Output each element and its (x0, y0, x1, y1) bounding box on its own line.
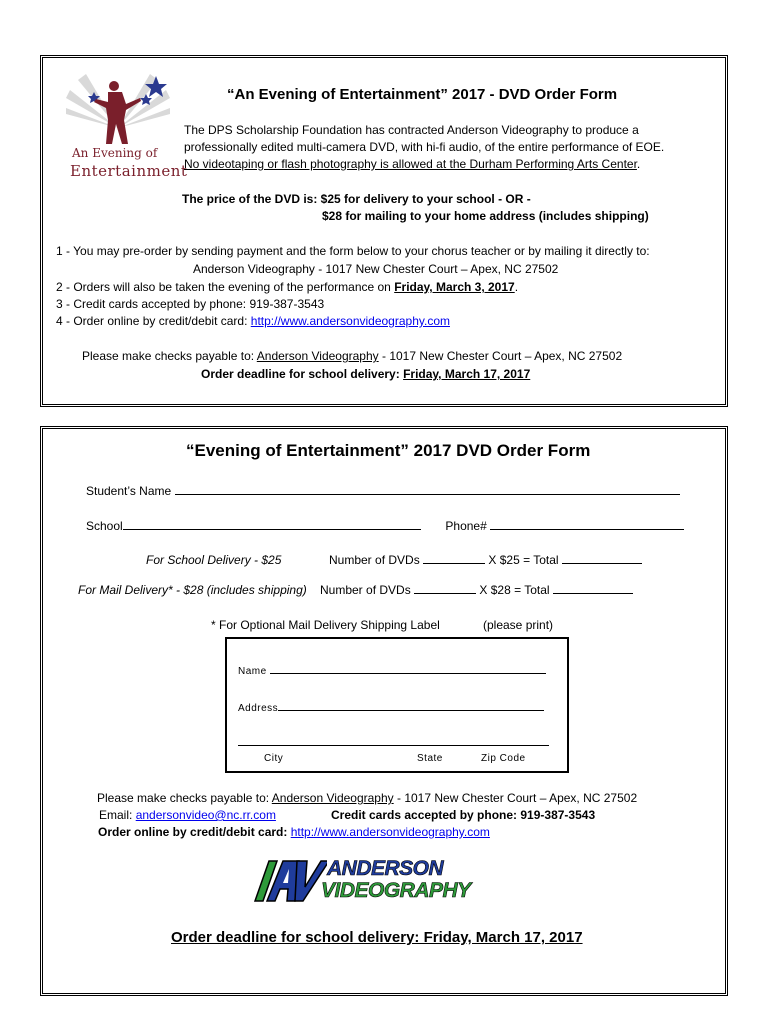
school-delivery-label: For School Delivery - $25 (146, 553, 282, 567)
logo-line2: Entertainment (70, 162, 188, 180)
mail-dvds-row: Number of DVDs X $28 = Total (320, 583, 633, 597)
performance-date: Friday, March 3, 2017 (394, 280, 515, 294)
ship-address-row: Address (238, 701, 544, 714)
student-name-row: Student’s Name (86, 484, 680, 498)
info-title: “An Evening of Entertainment” 2017 - DVD Order Form (227, 86, 618, 103)
price-line-1: The price of the DVD is: $25 for delivery to your school - OR - (182, 192, 531, 206)
mail-total-field[interactable] (553, 583, 633, 594)
school-dvds-row: Number of DVDs X $25 = Total (329, 553, 642, 567)
mail-dvd-count-field[interactable] (414, 583, 476, 594)
info-deadline: Order deadline for school delivery: Friday, March 17, 2017 (201, 367, 531, 381)
logo-line1: An Evening of (72, 146, 158, 160)
intro-line-2: professionally edited multi-camera DVD, with hi-fi audio, of the entire performance of EOE. (184, 140, 665, 154)
state-caption: State (417, 753, 443, 764)
intro-line-1: The DPS Scholarship Foundation has contracted Anderson Videography to produce a (184, 123, 639, 137)
price-line-2: $28 for mailing to your home address (includes shipping) (322, 209, 649, 223)
city-caption: City (264, 753, 284, 764)
order-form-title: “Evening of Entertainment” 2017 DVD Order Form (186, 441, 591, 460)
av-mark-icon (247, 857, 327, 903)
eoe-logo (66, 68, 188, 190)
please-print-note: (please print) (483, 618, 554, 632)
no-video-notice: No videotaping or flash photography is allowed at the Durham Performing Arts Center (184, 157, 637, 171)
form-website-link[interactable]: http://www.andersonvideography.com (290, 825, 490, 839)
checks-payable: Please make checks payable to: Anderson Videography - 1017 New Chester Court – Apex, NC 27502 (82, 349, 623, 363)
student-name-field[interactable] (175, 484, 680, 495)
shipping-label-note: * For Optional Mail Delivery Shipping Label (211, 618, 440, 632)
school-phone-row: School Phone# (86, 519, 684, 533)
email-row: Email: andersonvideo@nc.rr.com (99, 808, 276, 822)
phone-field[interactable] (490, 519, 684, 530)
ship-name-row: Name (238, 664, 546, 677)
zip-caption: Zip Code (481, 753, 526, 764)
step-4: 4 - Order online by credit/debit card: http://www.andersonvideography.com (56, 314, 450, 328)
form-online-row: Order online by credit/debit card: http://www.andersonvideography.com (98, 825, 490, 839)
form-cc-phone: Credit cards accepted by phone: 919-387-3543 (331, 808, 596, 822)
anderson-logo (247, 855, 527, 905)
school-field[interactable] (123, 519, 421, 530)
school-total-field[interactable] (562, 553, 642, 564)
brand-line1: ANDERSON (327, 857, 444, 880)
step-1-address: Anderson Videography - 1017 New Chester Court – Apex, NC 27502 (193, 262, 559, 276)
website-link[interactable]: http://www.andersonvideography.com (250, 314, 450, 328)
step-1: 1 - You may pre-order by sending payment and the form below to your chorus teacher or by mailing it directly to: (56, 244, 650, 258)
school-dvd-count-field[interactable] (423, 553, 485, 564)
form-checks-payable: Please make checks payable to: Anderson Videography - 1017 New Chester Court – Apex, NC 27502 (97, 791, 638, 805)
form-deadline: Order deadline for school delivery: Friday, March 17, 2017 (171, 929, 583, 946)
email-link[interactable]: andersonvideo@nc.rr.com (135, 808, 276, 822)
step-3: 3 - Credit cards accepted by phone: 919-387-3543 (56, 297, 325, 311)
intro-line-3: No videotaping or flash photography is allowed at the Durham Performing Arts Center. (184, 157, 641, 171)
step-2: 2 - Orders will also be taken the evening of the performance on Friday, March 3, 2017. (56, 280, 519, 294)
ship-name-field[interactable] (270, 664, 546, 674)
ship-address-field[interactable] (278, 701, 544, 711)
ship-city-line[interactable] (238, 745, 549, 746)
mail-delivery-label: For Mail Delivery* - $28 (includes shipping) (78, 583, 307, 597)
brand-line2: VIDEOGRAPHY (321, 879, 471, 902)
